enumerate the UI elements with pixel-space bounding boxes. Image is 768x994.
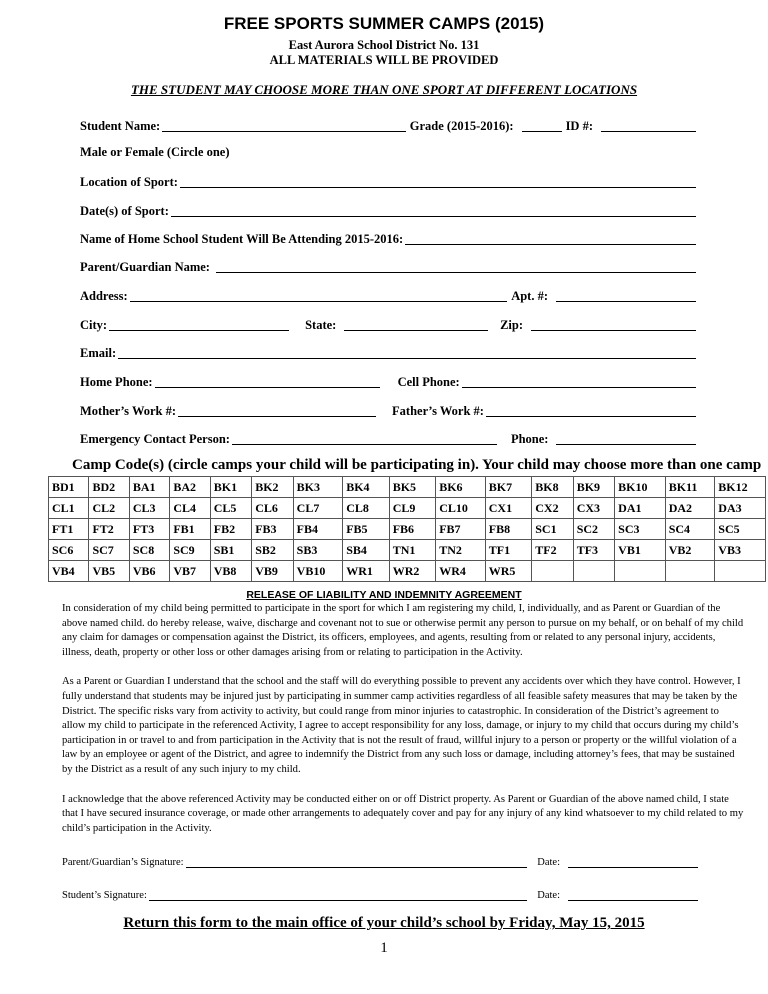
camp-code-cell xyxy=(715,561,766,582)
state-field[interactable] xyxy=(344,317,488,331)
emergency-contact-label: Emergency Contact Person: xyxy=(80,432,230,446)
camp-code-cell[interactable]: CX2 xyxy=(532,498,573,519)
father-work-field[interactable] xyxy=(486,403,696,417)
camp-code-cell[interactable]: VB10 xyxy=(293,561,343,582)
camp-code-cell xyxy=(665,561,715,582)
camp-code-cell[interactable]: SC5 xyxy=(715,519,766,540)
camp-code-cell[interactable]: TF2 xyxy=(532,540,573,561)
camp-codes-row xyxy=(49,561,766,582)
camp-code-cell[interactable]: TF3 xyxy=(573,540,614,561)
location-field[interactable] xyxy=(180,174,696,188)
camp-code-cell[interactable]: BK6 xyxy=(436,477,486,498)
camp-code-cell[interactable]: SC7 xyxy=(89,540,129,561)
zip-label: Zip: xyxy=(500,318,523,332)
student-date-field[interactable] xyxy=(568,889,698,901)
cell-phone-label: Cell Phone: xyxy=(397,375,460,389)
camp-code-cell[interactable]: BA1 xyxy=(129,477,169,498)
materials-note: ALL MATERIALS WILL BE PROVIDED xyxy=(269,53,499,67)
zip-field[interactable] xyxy=(531,317,696,331)
apt-label: Apt. #: xyxy=(511,289,548,303)
camp-code-cell[interactable]: CL6 xyxy=(252,498,293,519)
release-paragraph-3: I acknowledge that the above referenced Activity may be conducted either on or off District property. As Parent or Guardian of the above named child, I state that I have secured insurance coverage, or made other arrangements to adequately cover and pay for any injury of any kind whatsoever to my child related to my child’s participation in the Activity. xyxy=(62,793,744,834)
camp-code-cell[interactable]: CX1 xyxy=(485,498,532,519)
camp-code-cell[interactable]: SC9 xyxy=(170,540,210,561)
camp-code-cell[interactable]: BK10 xyxy=(615,477,666,498)
camp-code-cell[interactable]: SC1 xyxy=(532,519,573,540)
dates-label: Date(s) of Sport: xyxy=(80,204,169,218)
camp-code-cell[interactable]: CL4 xyxy=(170,498,210,519)
parent-signature-label: Parent/Guardian’s Signature: xyxy=(62,857,184,869)
camp-codes-row xyxy=(49,519,766,540)
camp-code-cell[interactable]: SB1 xyxy=(210,540,251,561)
mother-work-field[interactable] xyxy=(178,403,376,417)
home-phone-label: Home Phone: xyxy=(80,375,153,389)
page-title: FREE SPORTS SUMMER CAMPS (2015) xyxy=(223,14,545,33)
camp-code-cell[interactable]: DA3 xyxy=(715,498,766,519)
phone-field[interactable] xyxy=(556,431,696,445)
camp-code-cell[interactable]: BK4 xyxy=(343,477,390,498)
camp-code-cell[interactable]: TF1 xyxy=(485,540,532,561)
camp-code-cell[interactable]: BK2 xyxy=(252,477,293,498)
parent-name-label: Parent/Guardian Name: xyxy=(80,260,210,274)
father-work-label: Father’s Work #: xyxy=(392,404,484,418)
student-signature-label: Student’s Signature: xyxy=(62,890,147,902)
parent-date-label: Date: xyxy=(537,857,560,869)
camp-code-cell[interactable]: VB1 xyxy=(615,540,666,561)
camp-code-cell[interactable]: SC2 xyxy=(573,519,614,540)
student-name-label: Student Name: xyxy=(80,119,161,133)
address-label: Address: xyxy=(80,289,128,303)
camp-code-cell[interactable]: BK5 xyxy=(389,477,436,498)
camp-codes-row xyxy=(49,498,766,519)
camp-code-cell[interactable]: DA2 xyxy=(665,498,715,519)
email-label: Email: xyxy=(80,346,117,360)
camp-code-cell[interactable]: BK11 xyxy=(665,477,715,498)
camp-code-cell[interactable]: BA2 xyxy=(170,477,210,498)
release-paragraph-1: In consideration of my child being permitted to participate in the sport for which I am registering my child, I, individually, and as Parent or Guardian of the above named child. do hereby release, waive, discharge and covenant not to sue or otherwise permit any person to pursue on my behalf, or on behalf of my child any claim for damages or compensation against the District, its officers, employees, and agents, resulting from or related to any personal injury, accidents, illness, death, property or other loss or other damages arising from or relating to participation in the Activity. xyxy=(62,603,744,658)
location-label: Location of Sport: xyxy=(80,175,178,189)
camp-code-cell[interactable]: SC6 xyxy=(49,540,89,561)
camp-code-cell[interactable]: CL10 xyxy=(436,498,486,519)
parent-signature-field[interactable] xyxy=(186,856,528,868)
camp-codes-row xyxy=(49,540,766,561)
camp-code-cell[interactable]: CL9 xyxy=(389,498,436,519)
camp-code-cell[interactable]: CL1 xyxy=(49,498,89,519)
release-title: RELEASE OF LIABILITY AND INDEMNITY AGREEMENT xyxy=(246,589,522,601)
gender-label: Male or Female (Circle one) xyxy=(80,145,230,159)
camp-code-cell[interactable]: VB8 xyxy=(210,561,251,582)
camp-code-cell[interactable]: BD1 xyxy=(49,477,89,498)
student-date-label: Date: xyxy=(537,890,560,902)
camp-code-cell[interactable]: FT1 xyxy=(49,519,89,540)
camp-code-cell[interactable]: WR5 xyxy=(485,561,532,582)
camp-code-cell[interactable]: SB2 xyxy=(252,540,293,561)
district-name: East Aurora School District No. 131 xyxy=(288,38,480,52)
camp-code-cell xyxy=(573,561,614,582)
camp-code-cell[interactable]: CL8 xyxy=(343,498,390,519)
camp-code-cell[interactable]: BK9 xyxy=(573,477,614,498)
student-signature-field[interactable] xyxy=(149,889,527,901)
parent-name-field[interactable] xyxy=(216,259,696,273)
camp-code-cell[interactable]: VB7 xyxy=(170,561,210,582)
city-label: City: xyxy=(80,318,108,332)
multiple-sports-notice: THE STUDENT MAY CHOOSE MORE THAN ONE SPORT AT DIFFERENT LOCATIONS xyxy=(130,82,638,97)
state-label: State: xyxy=(305,318,337,332)
camp-code-cell[interactable]: TN1 xyxy=(389,540,436,561)
student-name-field[interactable] xyxy=(162,118,406,132)
camp-code-cell[interactable]: VB9 xyxy=(252,561,293,582)
camp-code-cell[interactable]: SC3 xyxy=(615,519,666,540)
grade-field[interactable] xyxy=(522,118,562,132)
cell-phone-field[interactable] xyxy=(462,374,696,388)
camp-code-cell[interactable]: VB4 xyxy=(49,561,89,582)
camp-code-cell[interactable]: DA1 xyxy=(615,498,666,519)
camp-code-cell[interactable]: BK3 xyxy=(293,477,343,498)
camp-code-cell[interactable]: VB2 xyxy=(665,540,715,561)
city-field[interactable] xyxy=(109,317,289,331)
camp-code-cell xyxy=(615,561,666,582)
camp-code-cell[interactable]: WR2 xyxy=(389,561,436,582)
camp-codes-heading: Camp Code(s) (circle camps your child will be participating in). Your child may choose more than one camp xyxy=(72,457,762,473)
camp-code-cell[interactable]: WR1 xyxy=(343,561,390,582)
camp-code-cell[interactable]: FT3 xyxy=(129,519,169,540)
camp-code-cell[interactable]: FB8 xyxy=(485,519,532,540)
camp-code-cell[interactable]: VB3 xyxy=(715,540,766,561)
camp-code-cell[interactable]: SC8 xyxy=(129,540,169,561)
camp-code-cell[interactable]: SC4 xyxy=(665,519,715,540)
return-instructions: Return this form to the main office of your child’s school by Friday, May 15, 2015 xyxy=(123,915,645,932)
release-paragraph-2: As a Parent or Guardian I understand that the school and the staff will do everything possible to prevent any accidents over which they have control. However, I fully understand that students may be injured just by participating in summer camp activities regardless of all feasible safety measures that may be taken by the District. The specific risks vary from activity to activity, but could range from minor injuries to catastrophic. In consideration of the District’s agreement to allow my child to participate in the referenced Activity, I agree to accept responsibility for any loss, damage, or injury to my child that occurs during my child’s participation in or travel to and from participation in the Activity that is not the result of fraud, willful injury to a person or property or the willful violation of a law by an employee or agent of the District, and agree to indemnify the District from any such loss or damage, including attorney’s fees, that may be sustained by the District as a result of any such injury to my child. xyxy=(62,676,741,775)
camp-code-cell[interactable]: VB6 xyxy=(129,561,169,582)
camp-code-cell[interactable]: BK7 xyxy=(485,477,532,498)
camp-code-cell[interactable]: FB4 xyxy=(293,519,343,540)
camp-code-cell[interactable]: FB3 xyxy=(252,519,293,540)
camp-code-cell[interactable]: CL7 xyxy=(293,498,343,519)
mother-work-label: Mother’s Work #: xyxy=(80,404,177,418)
apt-field[interactable] xyxy=(556,288,696,302)
camp-code-cell[interactable]: FB1 xyxy=(170,519,210,540)
camp-code-cell[interactable]: TN2 xyxy=(436,540,486,561)
phone-label: Phone: xyxy=(510,432,549,446)
camp-code-cell[interactable]: BK8 xyxy=(532,477,573,498)
camp-code-cell[interactable]: BD2 xyxy=(89,477,129,498)
parent-date-field[interactable] xyxy=(568,856,698,868)
id-field[interactable] xyxy=(601,118,696,132)
camp-code-cell[interactable]: SB4 xyxy=(343,540,390,561)
camp-code-cell[interactable]: FB5 xyxy=(343,519,390,540)
camp-code-cell xyxy=(532,561,573,582)
home-phone-field[interactable] xyxy=(155,374,380,388)
camp-code-cell[interactable]: FB6 xyxy=(389,519,436,540)
release-section xyxy=(0,589,768,957)
camp-code-cell[interactable]: FB2 xyxy=(210,519,251,540)
address-field[interactable] xyxy=(130,288,507,302)
camp-code-cell[interactable]: FB7 xyxy=(436,519,486,540)
camp-code-cell[interactable]: CL2 xyxy=(89,498,129,519)
home-school-field[interactable] xyxy=(405,231,696,245)
camp-code-cell[interactable]: VB5 xyxy=(89,561,129,582)
camp-code-cell[interactable]: BK1 xyxy=(210,477,251,498)
camp-codes-table xyxy=(48,476,766,582)
camp-code-cell[interactable]: CL5 xyxy=(210,498,251,519)
page-number: 1 xyxy=(380,940,388,957)
camp-code-cell[interactable]: SB3 xyxy=(293,540,343,561)
camp-codes-row xyxy=(49,477,766,498)
camp-code-cell[interactable]: CL3 xyxy=(129,498,169,519)
grade-label: Grade (2015-2016): xyxy=(409,119,514,133)
camp-code-cell[interactable]: CX3 xyxy=(573,498,614,519)
dates-field[interactable] xyxy=(171,203,696,217)
camp-code-cell[interactable]: BK12 xyxy=(715,477,766,498)
camp-code-cell[interactable]: WR4 xyxy=(436,561,486,582)
emergency-contact-field[interactable] xyxy=(232,431,497,445)
id-label: ID #: xyxy=(565,119,593,133)
camp-code-cell[interactable]: FT2 xyxy=(89,519,129,540)
email-field[interactable] xyxy=(118,345,696,359)
home-school-label: Name of Home School Student Will Be Attending 2015-2016: xyxy=(80,232,404,246)
